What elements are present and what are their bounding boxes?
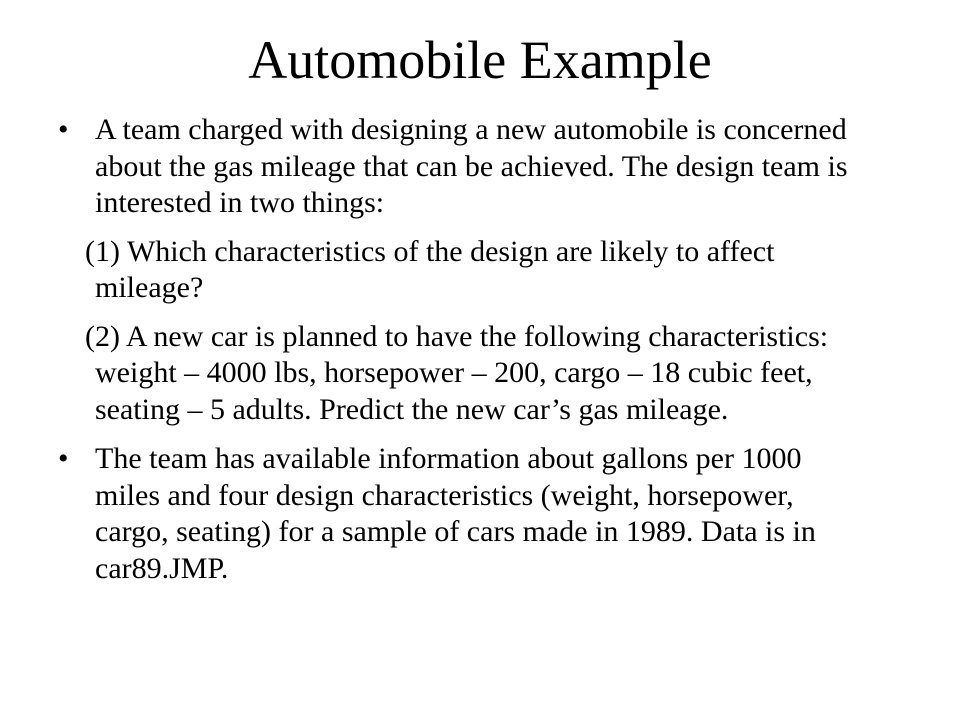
bullet-item — [58, 112, 858, 222]
slide-title: Automobile Example — [248, 30, 712, 90]
slide-body — [58, 112, 858, 587]
bullet-item — [58, 441, 858, 587]
bullet-icon: • — [58, 442, 69, 475]
sub-item-2: (2) A new car is planned to have the following characteristics: weight – 4000 lbs, horsepower – 200, cargo – 18 cubic feet, seating – 5 adults. Predict the new car’s gas mileage. — [85, 319, 829, 426]
bullet-text: The team has available information about gallons per 1000 miles and four design characteristics (weight, horsepower, cargo, seating) for a sample of cars made in 1989. Data is in car89.JMP. — [95, 442, 816, 585]
bullet-text: A team charged with designing a new automobile is concerned about the gas mileage that can be achieved. The design team is interested in two things: — [95, 113, 848, 219]
sub-item-1: (1) Which characteristics of the design are likely to affect mileage? — [85, 234, 775, 304]
bullet-icon: • — [58, 113, 69, 146]
